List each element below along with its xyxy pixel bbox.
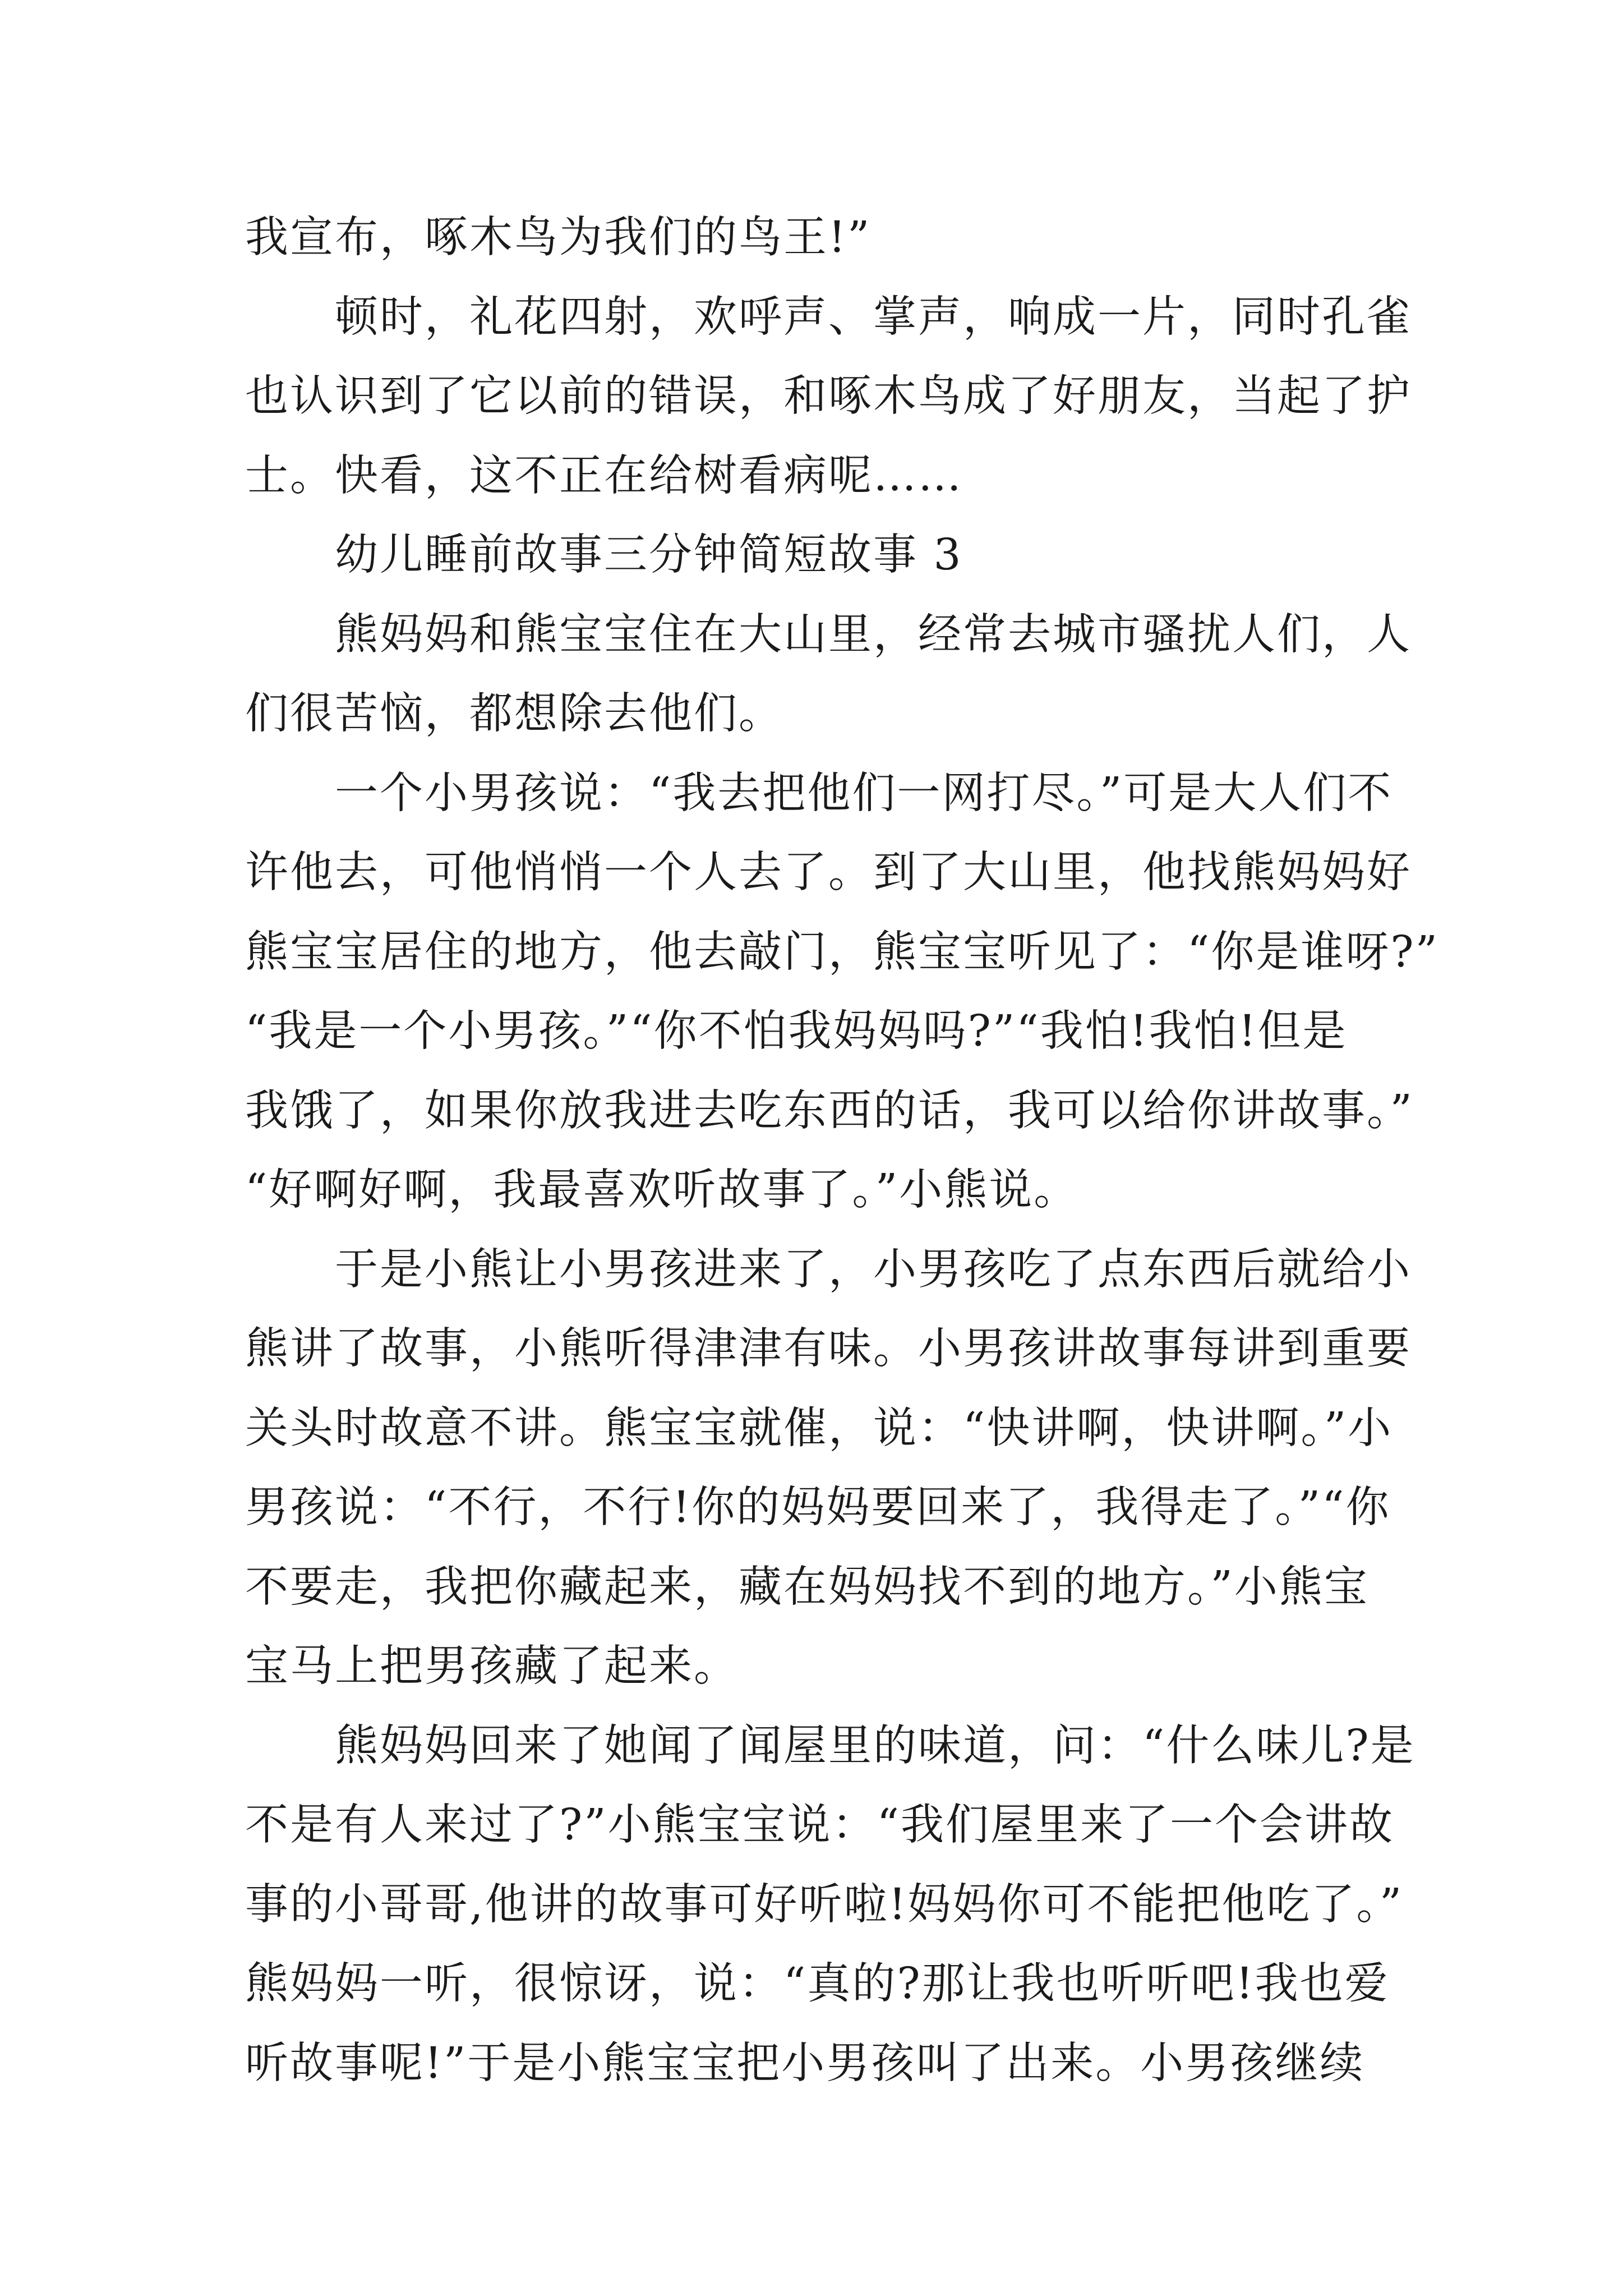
section-heading: 幼儿睡前故事三分钟简短故事 3: [335, 530, 963, 580]
text-line: 们很苦恼，都想除去他们。: [245, 689, 783, 739]
text-line: 士。快看，这不正在给树看病呢……: [245, 450, 963, 501]
story-text: [245, 198, 1440, 2103]
text-line: 于是小熊让小男孩进来了，小男孩吃了点东西后就给小: [335, 1244, 1412, 1295]
text-line: 熊讲了故事，小熊听得津津有味。小男孩讲故事每讲到重要: [245, 1324, 1412, 1374]
text-line: 男孩说：“不行，不行!你的妈妈要回来了，我得走了。”“你: [245, 1483, 1391, 1533]
text-line: 顿时，礼花四射，欢呼声、掌声，响成一片，同时孔雀: [335, 292, 1412, 342]
text-line: 熊妈妈一听，很惊讶，说：“真的?那让我也听听吧!我也爱: [245, 1959, 1390, 2009]
text-line: 熊妈妈和熊宝宝住在大山里，经常去城市骚扰人们，人: [335, 609, 1412, 660]
text-line: 熊宝宝居住的地方，他去敲门，熊宝宝听见了：“你是谁呀?”: [245, 927, 1440, 977]
text-line: “我是一个小男孩。”“你不怕我妈妈吗?”“我怕!我怕!但是: [245, 1006, 1348, 1056]
text-line: 事的小哥哥,他讲的故事可好听啦!妈妈你可不能把他吃了。”: [245, 1879, 1404, 1930]
text-line: 不要走，我把你藏起来，藏在妈妈找不到的地方。”小熊宝: [245, 1562, 1369, 1612]
text-line: 听故事呢!”于是小熊宝宝把小男孩叫了出来。小男孩继续: [245, 2038, 1365, 2088]
text-line: 许他去，可他悄悄一个人去了。到了大山里，他找熊妈妈好: [245, 848, 1412, 898]
text-line: 也认识到了它以前的错误，和啄木鸟成了好朋友，当起了护: [245, 371, 1412, 421]
text-line: 关头时故意不讲。熊宝宝就催，说：“快讲啊，快讲啊。”小: [245, 1403, 1393, 1453]
text-line: 我宣布，啄木鸟为我们的鸟王!”: [245, 213, 872, 263]
text-line: 熊妈妈回来了她闻了闻屋里的味道，问：“什么味儿?是: [335, 1720, 1415, 1771]
text-line: “好啊好啊，我最喜欢听故事了。”小熊说。: [245, 1165, 1079, 1215]
text-line: 一个小男孩说：“我去把他们一网打尽。”可是大人们不: [335, 768, 1393, 818]
text-line: 不是有人来过了?”小熊宝宝说：“我们屋里来了一个会讲故: [245, 1800, 1395, 1850]
text-line: 宝马上把男孩藏了起来。: [245, 1641, 739, 1691]
text-line: 我饿了，如果你放我进去吃东西的话，我可以给你讲故事。”: [245, 1085, 1414, 1136]
